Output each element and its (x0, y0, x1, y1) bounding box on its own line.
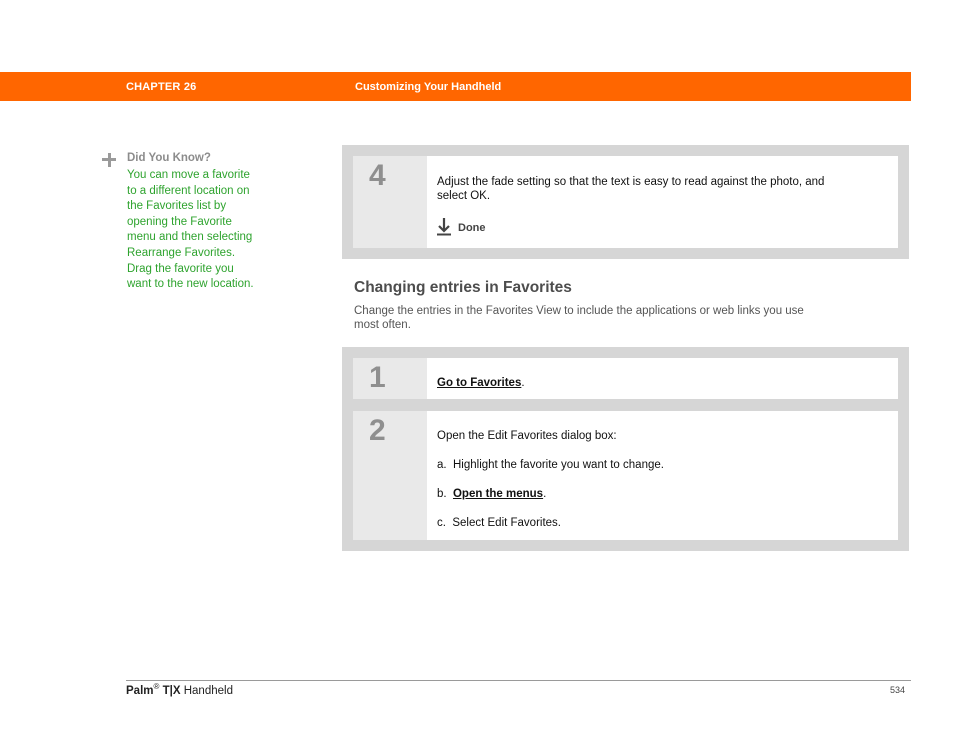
tip-heading: Did You Know? (127, 152, 211, 164)
tip-body (127, 168, 287, 293)
tip-line: Rearrange Favorites. (127, 246, 236, 259)
step-number-cell (353, 358, 427, 399)
registered-mark: ® (153, 682, 160, 691)
substep-text: Highlight the favorite you want to change. (452, 459, 664, 471)
step-number-cell (353, 411, 427, 540)
step-content (427, 411, 898, 540)
section-intro (354, 304, 874, 332)
step-text-suffix: . (521, 377, 525, 389)
step-group-top (342, 145, 909, 259)
step-content (427, 358, 898, 399)
tip-line: opening the Favorite (127, 215, 232, 228)
model-name: T|X (162, 684, 181, 697)
substep-prefix: a. (437, 459, 447, 471)
open-the-menus-link[interactable]: Open the menus (452, 488, 544, 500)
substep-prefix: c. (437, 517, 446, 529)
substep-b (437, 487, 546, 501)
substep-a (437, 458, 664, 472)
step-text: Open the Edit Favorites dialog box: (437, 430, 617, 442)
down-arrow-icon (437, 218, 451, 236)
step-text-line: select OK. (437, 190, 491, 202)
brand-name: Palm (126, 684, 154, 697)
section-intro-line: Change the entries in the Favorites View to include the applications or web links you use (354, 305, 804, 317)
substep-prefix: b. (437, 488, 447, 500)
step-group-bottom (342, 347, 909, 551)
step-content (427, 156, 898, 248)
step-text (437, 376, 525, 390)
section-heading: Changing entries in Favorites (354, 279, 572, 296)
chapter-number: CHAPTER 26 (126, 81, 197, 93)
step-number: 1 (369, 361, 386, 394)
tip-line: You can move a favorite (127, 169, 250, 181)
tip-line: Drag the favorite you (127, 262, 234, 275)
step-number-cell (353, 156, 427, 248)
substep-suffix: . (543, 488, 547, 500)
footer-product-name (126, 682, 233, 697)
step-number: 2 (369, 414, 386, 447)
step-text (437, 175, 887, 203)
substep-text: Select Edit Favorites. (452, 517, 561, 529)
footer-divider (126, 680, 911, 681)
section-intro-line: most often. (354, 319, 411, 331)
plus-icon (102, 153, 116, 167)
tip-line: to a different location on (127, 184, 250, 197)
go-to-favorites-link[interactable]: Go to Favorites (437, 377, 522, 389)
page-number: 534 (890, 685, 906, 695)
tip-line: want to the new location. (127, 278, 254, 291)
chapter-title: Customizing Your Handheld (355, 81, 502, 93)
step-number: 4 (369, 159, 386, 192)
substep-c (437, 516, 561, 530)
product-name: Handheld (183, 684, 233, 697)
done-label: Done (458, 222, 486, 234)
tip-line: menu and then selecting (127, 231, 253, 244)
tip-line: the Favorites list by (127, 200, 227, 213)
step-text-line: Adjust the fade setting so that the text is easy to read against the photo, and (437, 176, 825, 188)
